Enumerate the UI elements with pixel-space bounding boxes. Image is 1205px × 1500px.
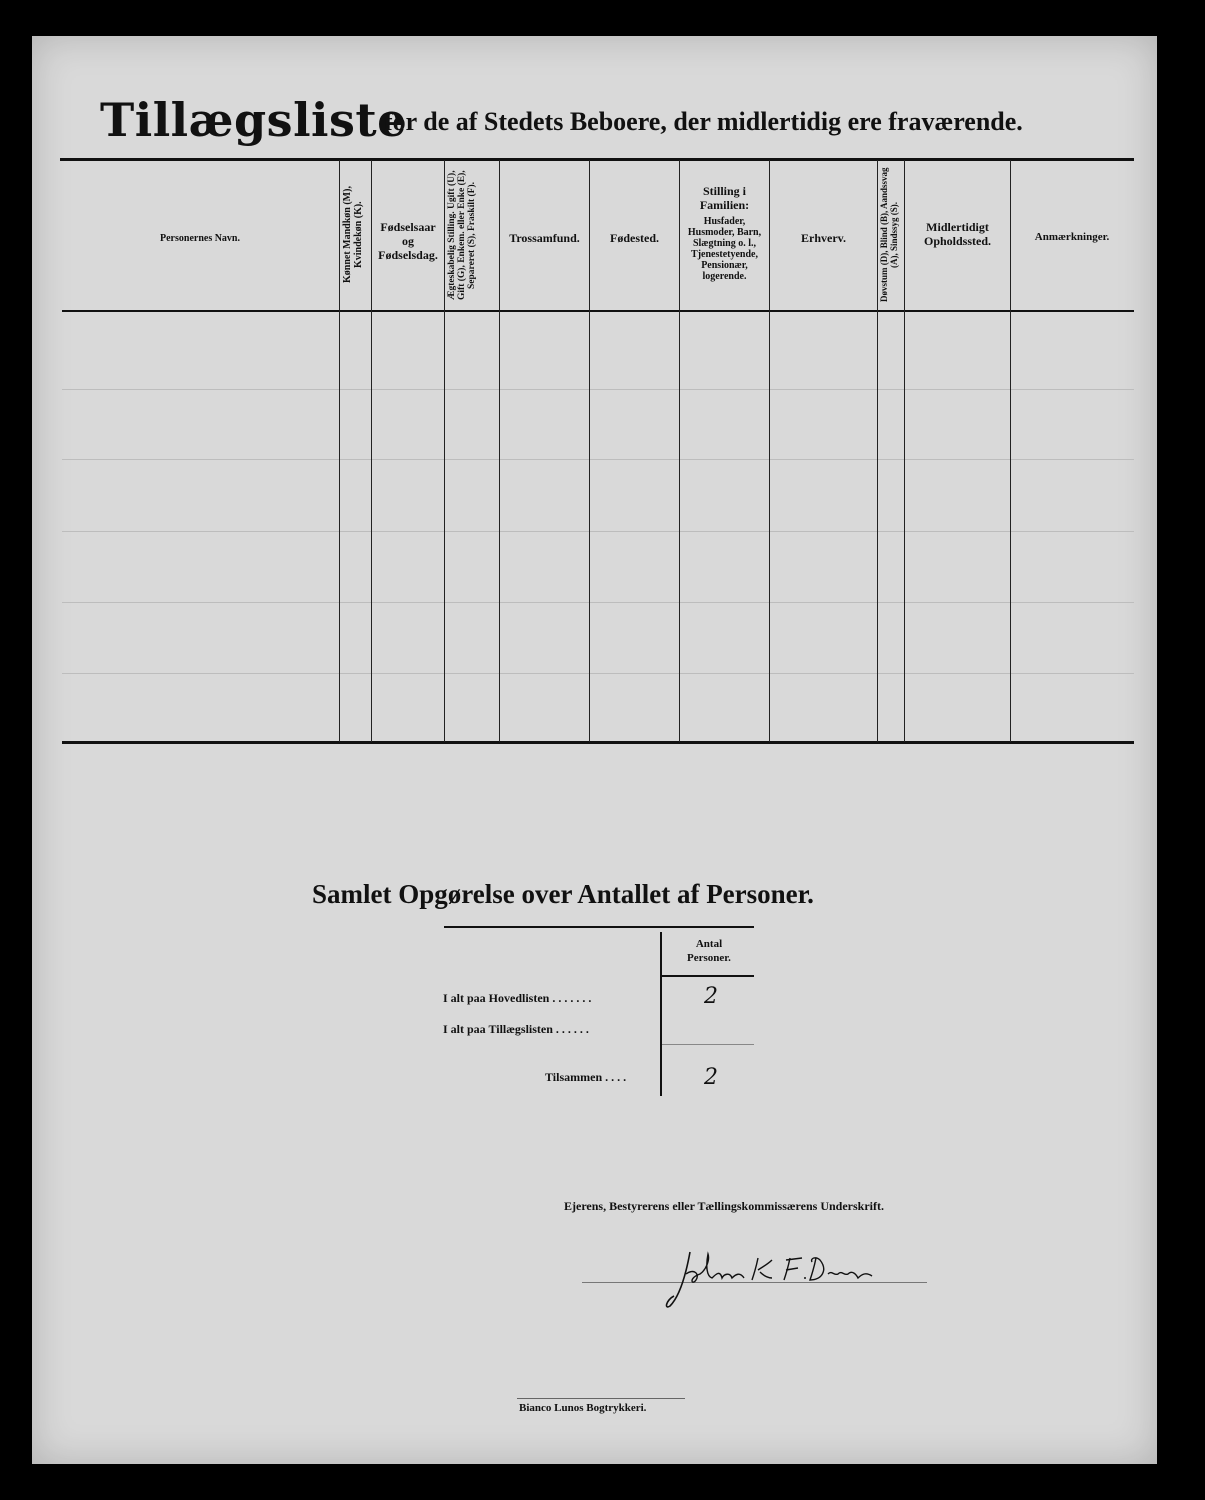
header-marital: Ægteskabelig Stilling. Ugift (U), Gift (G), Enkem. eller Enke (E), Separeret (S), Fraskilt (F). (447, 170, 477, 300)
header-temp-residence-line1: Midlertidigt (926, 220, 989, 234)
form-subtitle-emphasis: fraværende. (888, 107, 1023, 136)
summary-row-label: I alt paa Hovedlisten . . . . . . . (443, 991, 592, 1005)
column-divider (589, 160, 590, 742)
signature-stroke (752, 1258, 772, 1280)
summary-top-rule (444, 926, 754, 928)
column-divider (339, 160, 340, 742)
signature-stroke (810, 1258, 872, 1280)
summary-total-rule (662, 1044, 754, 1045)
header-birth-line2: og (402, 234, 414, 248)
header-family-line2: Familien: (699, 198, 750, 212)
signature-stroke (686, 1254, 744, 1282)
header-sex: Kønnet Mandkøn (M), Kvindekøn (K). (342, 186, 364, 284)
header-occupation: Erhverv. (801, 231, 846, 245)
summary-row-label: Tilsammen . . . . (545, 1070, 627, 1084)
header-birthplace: Fødested. (610, 231, 659, 245)
summary-title: Samlet Opgørelse over Antallet af Personer. (312, 879, 814, 909)
column-divider (679, 160, 680, 742)
header-temp-residence-line2: Opholdssted. (923, 234, 992, 248)
header-birth-line3: Fødselsdag. (378, 248, 438, 262)
table-row-line (62, 389, 1134, 390)
table-top-rule (60, 158, 1134, 161)
header-family-detail: Husfader, Husmoder, Barn, Slægtning o. l., Tjenestetyende, Pensionær, logerende. (687, 216, 762, 282)
form-subtitle (384, 105, 1023, 139)
census-form-page (32, 36, 1157, 1464)
printer-rule (517, 1398, 685, 1399)
summary-col-header-line2: Personer. (687, 952, 731, 964)
column-divider (877, 160, 878, 742)
header-temp-residence (905, 220, 1010, 248)
header-birth-line1: Fødselsaar (380, 220, 436, 234)
header-disability: Døvstum (D), Blind (B), Aandssvag (A), Sindssyg (S). (879, 167, 899, 303)
column-divider (769, 160, 770, 742)
form-subtitle-text: for de af Stedets Beboere, der midlertidig ere (384, 107, 882, 136)
summary-row-value: 2 (704, 1065, 718, 1090)
column-divider (1010, 160, 1011, 742)
printer-imprint: Bianco Lunos Bogtrykkeri. (519, 1402, 647, 1414)
table-bottom-rule (62, 741, 1134, 744)
summary-row-value: 2 (704, 984, 718, 1009)
column-divider (499, 160, 500, 742)
header-family-line1: Stilling i (702, 184, 746, 198)
table-row-line (62, 531, 1134, 532)
handwritten-signature (660, 1244, 880, 1314)
header-remarks: Anmærkninger. (1034, 231, 1110, 243)
table-header-rule (62, 310, 1134, 312)
signature-stroke (784, 1258, 806, 1280)
header-name: Personernes Navn. (160, 233, 240, 244)
column-divider (371, 160, 372, 742)
summary-header-rule (662, 975, 754, 977)
signature-stroke (667, 1252, 690, 1307)
header-family (681, 184, 768, 282)
summary-row-label: I alt paa Tillægslisten . . . . . . (443, 1022, 589, 1036)
form-title: Tillægsliste (100, 93, 407, 147)
header-birth (373, 220, 443, 262)
signature-label: Ejerens, Bestyrerens eller Tællingskommissærens Underskrift. (564, 1199, 884, 1213)
table-row-line (62, 602, 1134, 603)
table-row-line (62, 673, 1134, 674)
column-divider (444, 160, 445, 742)
summary-col-header (664, 937, 754, 965)
header-religion: Trossamfund. (509, 231, 580, 245)
table-row-line (62, 459, 1134, 460)
summary-col-header-line1: Antal (695, 938, 723, 950)
summary-column-divider (660, 932, 662, 1096)
